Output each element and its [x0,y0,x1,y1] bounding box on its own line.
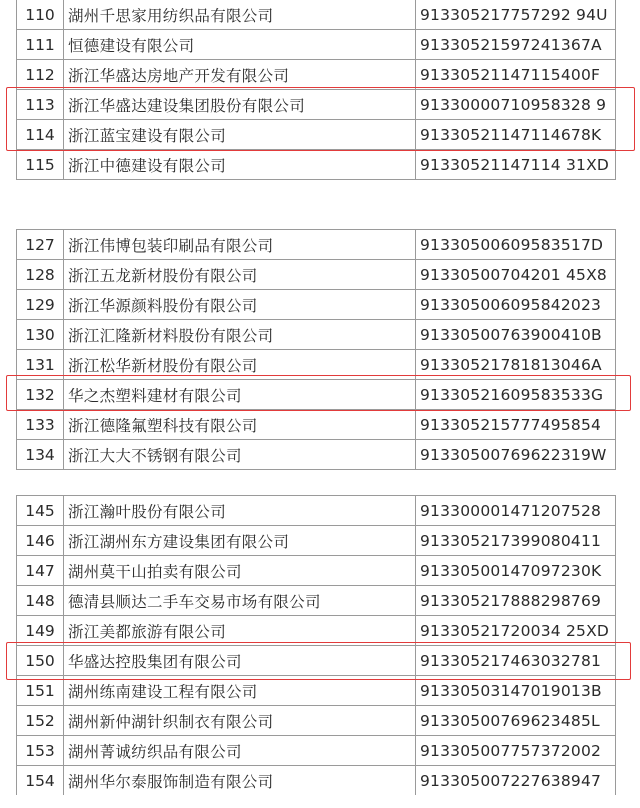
company-name: 湖州莫干山拍卖有限公司 [64,556,416,585]
credit-code: 91330500704201 45X8 [420,265,607,284]
row-number: 154 [17,766,64,795]
table-row [17,676,615,706]
table-row [17,646,615,676]
company-name: 华之杰塑料建材有限公司 [64,380,416,409]
table-row [17,350,615,380]
company-table-block-2 [16,229,616,470]
company-name: 湖州菁诚纺织品有限公司 [64,736,416,765]
table-row [17,556,615,586]
company-name: 浙江华源颜料股份有限公司 [64,290,416,319]
credit-code: 91330500609583517D [420,235,604,254]
table-row [17,380,615,410]
credit-code: 91330521597241367A [420,35,602,54]
table-row [17,30,615,60]
table-row [17,706,615,736]
credit-code: 913305217463032781 [420,651,602,670]
table-row [17,526,615,556]
table-row [17,0,615,30]
company-name: 浙江伟博包装印刷品有限公司 [64,230,416,259]
table-row [17,60,615,90]
company-name: 浙江德隆氟塑科技有限公司 [64,410,416,439]
company-name: 浙江华盛达建设集团股份有限公司 [64,90,416,119]
table-row [17,229,615,260]
row-number: 129 [17,290,64,319]
row-number: 131 [17,350,64,379]
credit-code: 91330521147115400F [420,65,601,84]
credit-code: 91330000710958328 9 [420,95,607,114]
company-name: 德清县顺达二手车交易市场有限公司 [64,586,416,615]
company-name: 浙江蓝宝建设有限公司 [64,120,416,149]
credit-code: 91330500763900410B [420,325,602,344]
row-number: 128 [17,260,64,289]
credit-code: 913305217757292 94U [420,5,608,24]
credit-code: 91330500769623485L [420,711,600,730]
row-number: 111 [17,30,64,59]
table-row [17,440,615,470]
table-row [17,120,615,150]
company-table-block-3 [16,495,616,795]
credit-code: 91330521147114678K [420,125,602,144]
company-name: 浙江中德建设有限公司 [64,150,416,179]
row-number: 127 [17,230,64,259]
company-name: 浙江五龙新材股份有限公司 [64,260,416,289]
table-row [17,586,615,616]
company-name: 湖州练南建设工程有限公司 [64,676,416,705]
company-name: 浙江松华新材股份有限公司 [64,350,416,379]
credit-code: 913305215777495854 [420,415,602,434]
row-number: 114 [17,120,64,149]
row-number: 110 [17,0,64,29]
company-name: 浙江汇隆新材料股份有限公司 [64,320,416,349]
table-row [17,410,615,440]
row-number: 132 [17,380,64,409]
credit-code: 913305217399080411 [420,531,602,550]
credit-code: 913300001471207528 [420,501,602,520]
row-number: 146 [17,526,64,555]
row-number: 115 [17,150,64,179]
table-row [17,260,615,290]
row-number: 150 [17,646,64,675]
company-name: 湖州华尔泰服饰制造有限公司 [64,766,416,795]
credit-code: 913305007227638947 [420,771,602,790]
credit-code: 91330500147097230K [420,561,602,580]
table-row [17,495,615,526]
credit-code: 913305006095842023 [420,295,602,314]
credit-code: 91330521147114 31XD [420,155,610,174]
row-number: 148 [17,586,64,615]
table-row [17,90,615,120]
table-row [17,736,615,766]
credit-code: 91330521720034 25XD [420,621,610,640]
row-number: 133 [17,410,64,439]
table-row [17,766,615,795]
table-row [17,616,615,646]
company-name: 浙江华盛达房地产开发有限公司 [64,60,416,89]
company-name: 湖州千思家用纺织品有限公司 [64,0,416,29]
table-row [17,320,615,350]
row-number: 130 [17,320,64,349]
row-number: 153 [17,736,64,765]
credit-code: 91330500769622319W [420,445,607,464]
company-name: 浙江美都旅游有限公司 [64,616,416,645]
row-number: 147 [17,556,64,585]
row-number: 145 [17,496,64,525]
table-row [17,290,615,320]
credit-code: 913305007757372002 [420,741,602,760]
credit-code: 91330503147019013B [420,681,602,700]
row-number: 112 [17,60,64,89]
row-number: 113 [17,90,64,119]
company-name: 华盛达控股集团有限公司 [64,646,416,675]
row-number: 149 [17,616,64,645]
company-name: 浙江大大不锈钢有限公司 [64,440,416,469]
company-name: 湖州新仲湖针织制衣有限公司 [64,706,416,735]
credit-code: 913305217888298769 [420,591,602,610]
credit-code: 91330521781813046A [420,355,602,374]
table-row [17,150,615,180]
company-name: 浙江湖州东方建设集团有限公司 [64,526,416,555]
company-table-block-1 [16,0,616,180]
row-number: 134 [17,440,64,469]
row-number: 151 [17,676,64,705]
company-name: 浙江瀚叶股份有限公司 [64,496,416,525]
credit-code: 91330521609583533G [420,385,604,404]
row-number: 152 [17,706,64,735]
company-name: 恒德建设有限公司 [64,30,416,59]
